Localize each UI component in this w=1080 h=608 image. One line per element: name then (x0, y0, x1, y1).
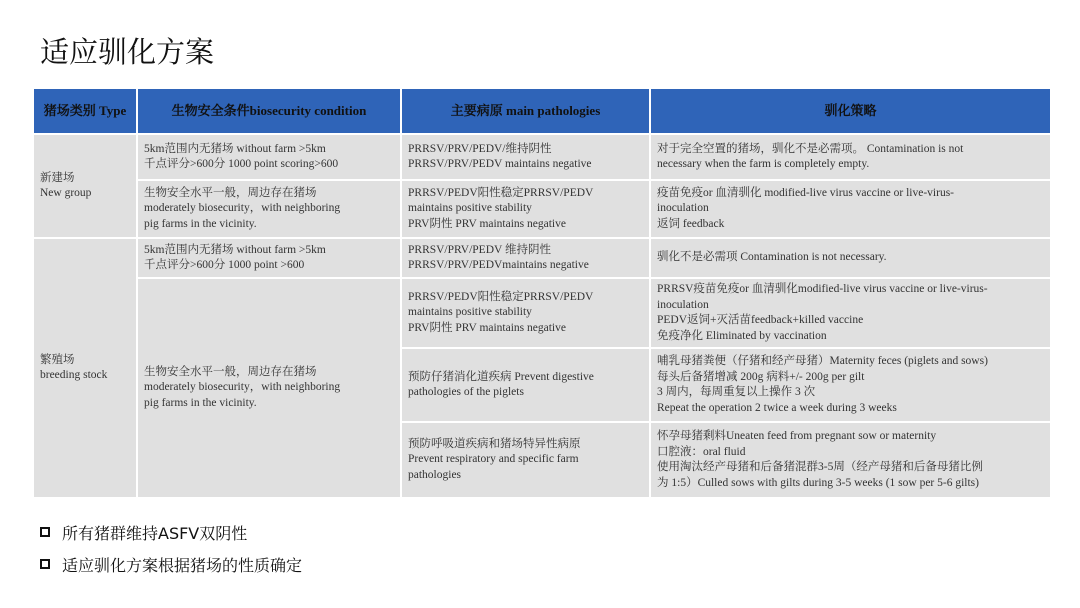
biosecurity-cell: 5km范围内无猪场 without farm >5km 千点评分>600分 1000 point >600 (137, 238, 401, 278)
table-header-row (33, 88, 1051, 134)
header-strategy: 驯化策略 (650, 88, 1051, 134)
strategy-cell: 怀孕母猪剩料Uneaten feed from pregnant sow or maternity 口腔液：oral fluid 使用淘汰经产母猪和后备猪混群3-5周（经产母猪和后备母猪比例 为 1:5）Culled sows with gilts during 3-5 weeks (1 sow per 5-6 gilts) (650, 422, 1051, 498)
table-row (33, 238, 1051, 278)
bullet-item (40, 548, 302, 580)
biosecurity-cell: 5km范围内无猪场 without farm >5km 千点评分>600分 1000 point scoring>600 (137, 134, 401, 180)
acclimatization-table (32, 87, 1052, 499)
farm-type-breeding-stock: 繁殖场 breeding stock (33, 238, 137, 498)
bullet-text: 适应驯化方案根据猪场的性质确定 (62, 555, 303, 575)
bullet-text: 所有猪群维持ASFV双阴性 (62, 523, 248, 543)
square-bullet-icon (40, 527, 50, 537)
table-row (33, 278, 1051, 348)
strategy-cell: 哺乳母猪粪便（仔猪和经产母猪）Maternity feces (piglets and sows) 每头后备猪增减 200g 病料+/- 200g per gilt 3 周内，每周重复以上操作 3 次 Repeat the operation 2 twice a week during 3 weeks (650, 348, 1051, 422)
strategy-cell: 驯化不是必需项 Contamination is not necessary. (650, 238, 1051, 278)
pathology-cell: PRRSV/PRV/PEDV/维持阴性 PRRSV/PRV/PEDV maintains negative (401, 134, 650, 180)
pathology-cell: 预防呼吸道疾病和猪场特异性病原 Prevent respiratory and specific farm pathologies (401, 422, 650, 498)
strategy-cell: 疫苗免疫or 血清驯化 modified-live virus vaccine or live-virus- inoculation 返饲 feedback (650, 180, 1051, 238)
pathology-cell: PRRSV/PRV/PEDV 维持阴性 PRRSV/PRV/PEDVmaintains negative (401, 238, 650, 278)
bullet-item (40, 516, 302, 548)
biosecurity-cell: 生物安全水平一般，周边存在猪场 moderately biosecurity，with neighboring pig farms in the vicinity. (137, 180, 401, 238)
pathology-cell: PRRSV/PEDV阳性稳定PRRSV/PEDV maintains positive stability PRV阴性 PRV maintains negative (401, 278, 650, 348)
square-bullet-icon (40, 559, 50, 569)
header-biosecurity: 生物安全条件biosecurity condition (137, 88, 401, 134)
header-farm-type: 猪场类别 Type (33, 88, 137, 134)
pathology-cell: PRRSV/PEDV阳性稳定PRRSV/PEDV maintains positive stability PRV阴性 PRV maintains negative (401, 180, 650, 238)
pathology-cell: 预防仔猪消化道疾病 Prevent digestive pathologies of the piglets (401, 348, 650, 422)
biosecurity-cell: 生物安全水平一般，周边存在猪场 moderately biosecurity，with neighboring pig farms in the vicinity. (137, 278, 401, 498)
strategy-cell: PRRSV疫苗免疫or 血清驯化modified-live virus vaccine or live-virus- inoculation PEDV返饲+灭活苗feedback+killed vaccine 免疫净化 Eliminated by vaccination (650, 278, 1051, 348)
farm-type-new-group: 新建场 New group (33, 134, 137, 238)
page-title: 适应驯化方案 (40, 35, 215, 69)
table-row (33, 134, 1051, 180)
table-row (33, 180, 1051, 238)
header-pathologies: 主要病原 main pathologies (401, 88, 650, 134)
bullet-list (40, 516, 302, 580)
strategy-cell: 对于完全空置的猪场，驯化不是必需项。 Contamination is not necessary when the farm is completely empty. (650, 134, 1051, 180)
